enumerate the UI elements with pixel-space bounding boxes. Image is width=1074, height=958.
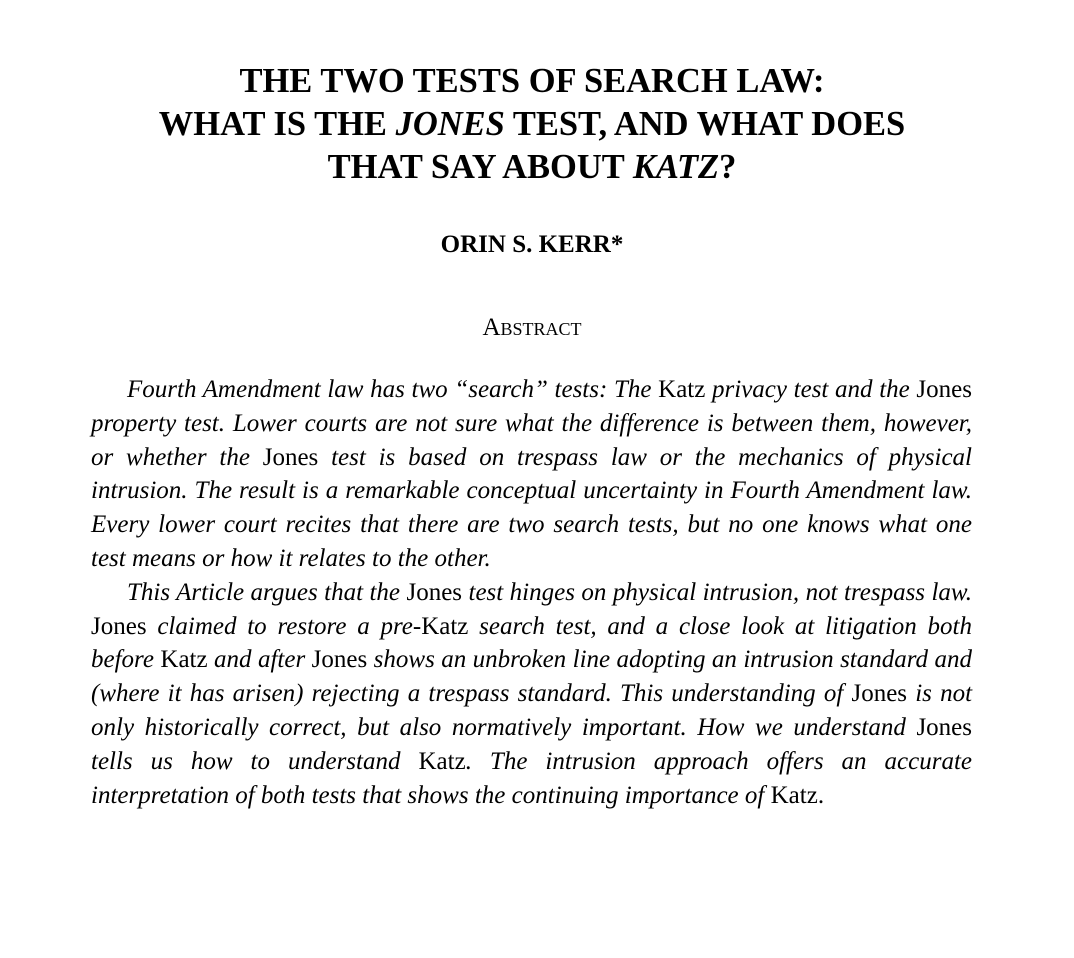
abstract-text: Fourth Amendment law has two “search” tests: The [127, 376, 659, 403]
abstract-text: search test, and a close look at litigation both before [91, 612, 973, 674]
case-name-text: Jones [916, 376, 972, 403]
title-line-1: THE TWO TESTS OF SEARCH LAW: [239, 62, 825, 100]
abstract-text: . The intrusion approach offers an accurate interpretation of both tests that shows the continuing importance of [91, 747, 972, 809]
abstract-heading: Abstract [482, 314, 582, 341]
abstract-text: property test. Lower courts are not sure what the difference is between them, however, or whether the [91, 409, 972, 471]
abstract-text: and after [207, 646, 312, 674]
abstract-text: privacy test and the [705, 376, 917, 403]
abstract-text: tells us how to understand [91, 747, 419, 775]
case-name-text: Jones [91, 612, 147, 640]
abstract-paragraph-1 [91, 373, 972, 576]
abstract-text: is not only historically correct, but also normatively important. How we understand [91, 680, 973, 741]
case-name-text: Jones [262, 443, 319, 471]
abstract-text: test is based on trespass law or the mechanics of physical intrusion. The result is a remarkable conceptual uncertainty in Fourth Amendment law. Every lower court recites that there are two search tests, but no one knows what one test means or how it relates to the other. [91, 443, 972, 572]
title-line-3-part-c: ? [719, 148, 737, 186]
title-line-2-part-a: WHAT IS THE [158, 105, 396, 143]
case-name-text: Jones [916, 713, 972, 741]
case-name-text: Katz [658, 376, 706, 403]
abstract-paragraph-2 [91, 576, 972, 813]
title-line-3 [0, 146, 1064, 189]
article-title [0, 60, 1064, 189]
case-name-text: Katz [421, 612, 469, 640]
case-name-text: Katz [770, 781, 818, 809]
case-name-text: Katz [418, 747, 466, 775]
title-case-name-jones: JONES [395, 105, 505, 143]
abstract-text: test hinges on physical intrusion, not trespass law. [462, 578, 972, 606]
case-name-text: Katz [160, 646, 208, 674]
title-line-3-part-a: THAT SAY ABOUT [327, 148, 633, 186]
abstract-body [91, 373, 972, 812]
title-line-2-part-c: TEST, AND WHAT DOES [504, 105, 906, 143]
title-case-name-katz: KATZ [632, 148, 720, 186]
case-name-text: . [817, 781, 825, 809]
title-line-2 [0, 103, 1064, 146]
case-name-text: Jones [851, 680, 908, 708]
abstract-text: claimed to restore a pre- [146, 612, 422, 640]
case-name-text: Jones [406, 578, 463, 606]
abstract-text: shows an unbroken line adopting an intrusion standard and (where it has arisen) rejecting a trespass standard. This understanding of [91, 646, 972, 708]
author-name: ORIN S. KERR* [440, 231, 624, 258]
case-name-text: Jones [311, 646, 368, 674]
abstract-text: This Article argues that the [127, 578, 407, 606]
